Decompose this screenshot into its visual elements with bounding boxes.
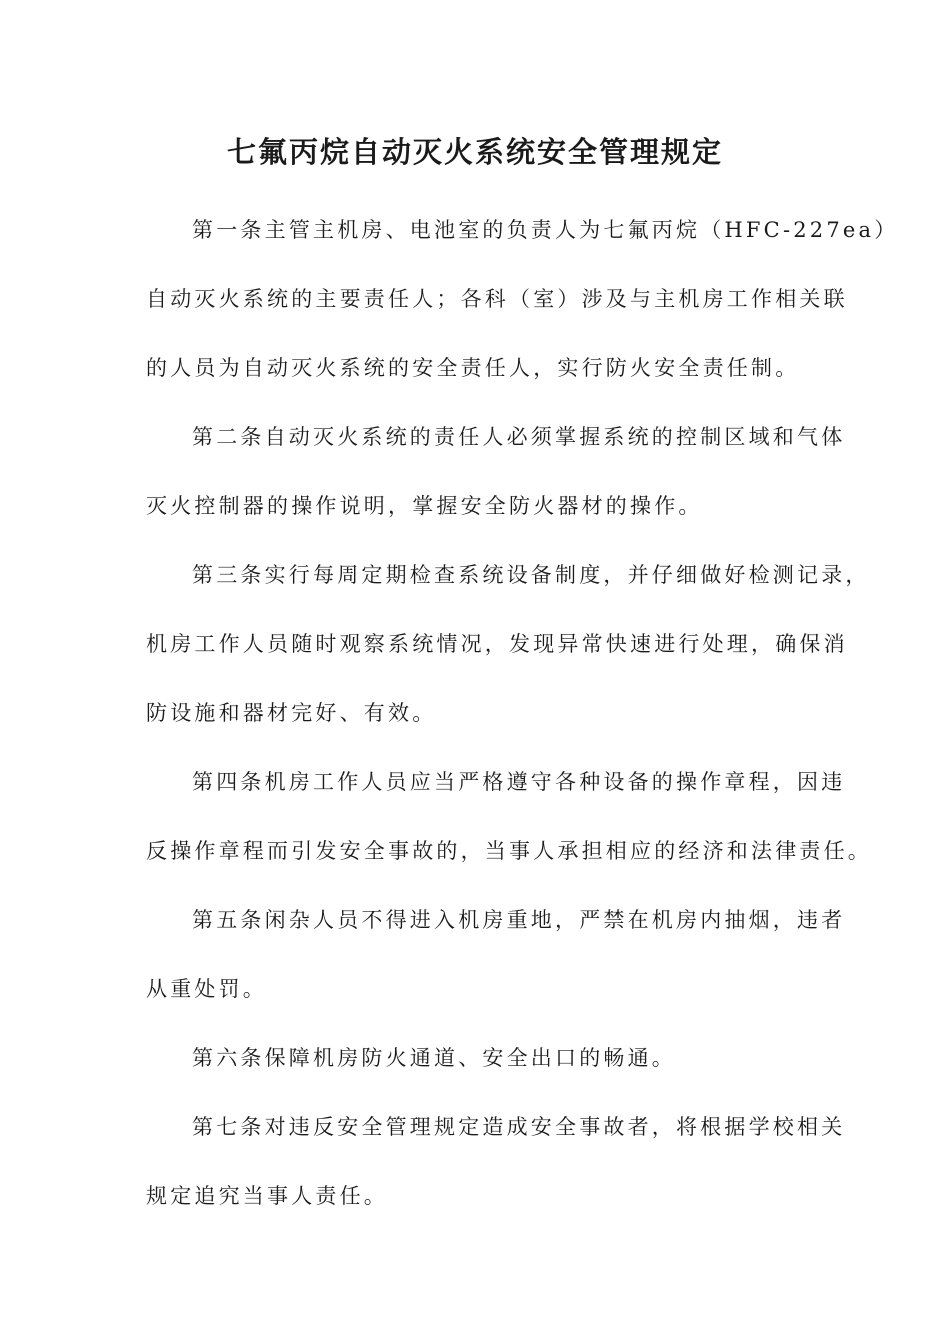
document-title: 七氟丙烷自动灭火系统安全管理规定: [226, 135, 723, 169]
article-line: 机房工作人员随时观察系统情况，发现异常快速进行处理，确保消: [146, 632, 848, 656]
article-line: 反操作章程而引发安全事故的，当事人承担相应的经济和法律责任。: [146, 839, 872, 863]
article-line: 自动灭火系统的主要责任人；各科（室）涉及与主机房工作相关联: [146, 287, 848, 311]
article-4: [146, 748, 872, 886]
article-2: [146, 403, 846, 541]
article-line: 灭火控制器的操作说明，掌握安全防火器材的操作。: [146, 494, 703, 518]
article-line: 第四条机房工作人员应当严格遵守各种设备的操作章程，因违: [192, 770, 846, 794]
article-line: 防设施和器材完好、有效。: [146, 701, 437, 725]
article-3: [146, 541, 870, 748]
article-line: 第二条自动灭火系统的责任人必须掌握系统的控制区域和气体: [192, 425, 846, 449]
article-5: [146, 886, 846, 1024]
article-line: 规定追究当事人责任。: [146, 1184, 388, 1208]
article-6: [146, 1024, 816, 1093]
article-line: 第七条对违反安全管理规定造成安全事故者，将根据学校相关: [192, 1115, 846, 1139]
article-line: 的人员为自动灭火系统的安全责任人，实行防火安全责任制。: [146, 356, 800, 380]
article-line: 第五条闲杂人员不得进入机房重地，严禁在机房内抽烟，违者: [192, 908, 846, 932]
article-line: 从重处罚。: [146, 977, 267, 1001]
document-body: [146, 196, 899, 1231]
article-line: 第一条主管主机房、电池室的负责人为七氟丙烷（HFC-227ea）: [192, 218, 899, 242]
article-7: [146, 1093, 846, 1231]
article-line: 第六条保障机房防火通道、安全出口的畅通。: [192, 1046, 676, 1070]
article-line: 第三条实行每周定期检查系统设备制度，并仔细做好检测记录，: [192, 563, 870, 587]
article-1: [146, 196, 899, 403]
